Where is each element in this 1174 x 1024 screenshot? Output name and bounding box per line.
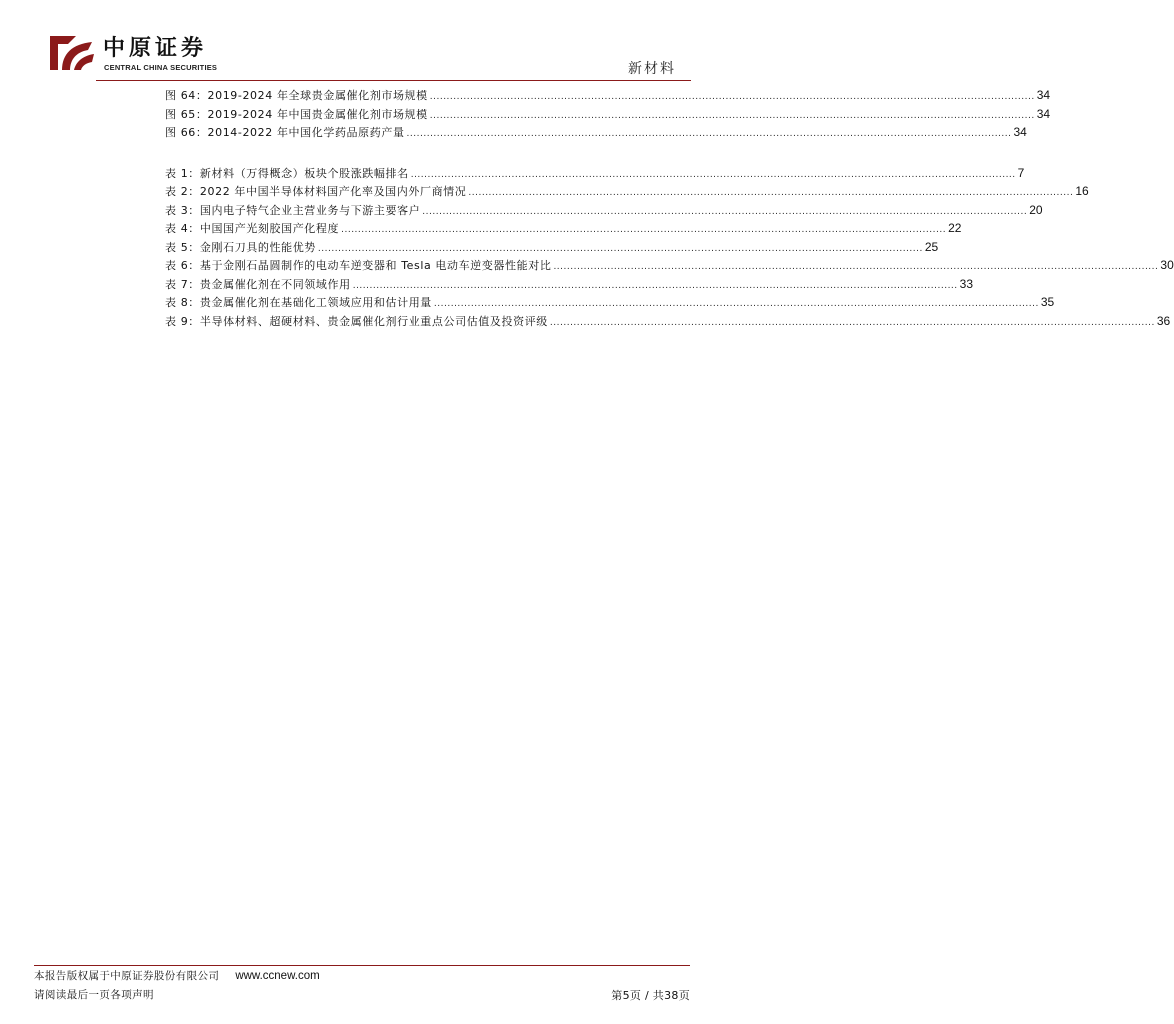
header-divider — [96, 80, 691, 81]
footer-copyright-line — [34, 968, 320, 983]
toc-entry-page: 25 — [924, 239, 939, 254]
toc-entry-page: 34 — [1013, 125, 1027, 139]
toc-leader-dots: .................................................................................................................................................................................... — [429, 92, 1035, 102]
toc-figure-entry[interactable] — [165, 105, 1051, 124]
toc-table-entry[interactable] — [165, 312, 1171, 331]
toc-entry-label: 表 6：基于金刚石晶圆制作的电动车逆变器和 Tesla 电动车逆变器性能对比 — [165, 259, 552, 272]
toc-entry-page: 34 — [1036, 106, 1051, 121]
footer-page-number: 第5页 / 共38页 — [611, 989, 690, 1002]
toc-table-entry[interactable] — [165, 164, 1025, 183]
report-category: 新材料 — [628, 61, 676, 77]
toc-table-entry[interactable] — [165, 219, 962, 238]
logo-english-name: CENTRAL CHINA SECURITIES — [104, 63, 218, 72]
toc-entry-label: 表 8：贵金属催化剂在基础化工领域应用和估计用量 — [165, 296, 432, 309]
toc-entry-label: 表 9：半导体材料、超硬材料、贵金属催化剂行业重点公司估值及投资评级 — [165, 314, 548, 328]
toc-leader-dots: .................................................................................................................................................................................... — [352, 280, 958, 291]
toc-entry-page: 16 — [1075, 184, 1089, 198]
toc-entry-label: 表 2：2022 年中国半导体材料国产化率及国内外厂商情况 — [165, 185, 467, 198]
toc-leader-dots: .................................................................................................................................................................................... — [422, 206, 1028, 217]
toc-entry-page: 30 — [1160, 258, 1174, 272]
footer-website-link[interactable]: www.ccnew.com — [235, 970, 320, 982]
footer-disclaimer: 请阅读最后一页各项声明 — [34, 989, 154, 1001]
toc-table-entry[interactable] — [165, 182, 1089, 201]
toc-entry-label: 表 7：贵金属催化剂在不同领域作用 — [165, 277, 351, 291]
toc-section-gap — [165, 142, 689, 164]
toc-entry-page: 22 — [948, 221, 962, 235]
toc-entry-label: 图 66：2014-2022 年中国化学药品原药产量 — [165, 126, 405, 139]
toc-leader-dots: .................................................................................................................................................................................... — [549, 317, 1155, 328]
company-logo-icon — [48, 32, 96, 72]
toc-leader-dots: .................................................................................................................................................................................... — [553, 262, 1159, 272]
footer-divider — [34, 965, 690, 966]
toc-entry-page: 20 — [1029, 202, 1043, 217]
logo-chinese-name: 中原证券 — [103, 35, 208, 61]
toc-entry-label: 图 64：2019-2024 年全球贵金属催化剂市场规模 — [165, 89, 428, 102]
toc-entry-page: 36 — [1156, 313, 1171, 328]
toc-figure-entry[interactable] — [165, 123, 1027, 142]
footer-copyright: 本报告版权属于中原证券股份有限公司 — [34, 970, 220, 982]
toc-entry-label: 表 4：中国国产光刻胶国产化程度 — [165, 222, 340, 235]
toc-leader-dots: .................................................................................................................................................................................... — [341, 225, 947, 235]
toc-figure-entry[interactable] — [165, 86, 1051, 105]
toc-entry-label: 表 5：金刚石刀具的性能优势 — [165, 240, 316, 254]
toc-entry-page: 35 — [1040, 295, 1055, 309]
toc-table-entry[interactable] — [165, 293, 1055, 312]
toc-leader-dots: .................................................................................................................................................................................... — [468, 188, 1074, 198]
toc-entry-label: 表 3：国内电子特气企业主营业务与下游主要客户 — [165, 203, 421, 217]
toc-entry-page: 7 — [1017, 165, 1025, 180]
toc-leader-dots: .................................................................................................................................................................................... — [406, 129, 1012, 139]
toc-entry-page: 33 — [959, 276, 974, 291]
toc-entry-label: 表 1：新材料（万得概念）板块个股涨跌幅排名 — [165, 166, 409, 180]
toc-leader-dots: .................................................................................................................................................................................... — [410, 169, 1016, 180]
toc-table-entry[interactable] — [165, 275, 974, 294]
toc-leader-dots: .................................................................................................................................................................................... — [429, 110, 1035, 121]
toc-table-entry[interactable] — [165, 201, 1043, 220]
toc-entry-page: 34 — [1036, 88, 1051, 102]
toc-leader-dots: .................................................................................................................................................................................... — [317, 243, 923, 254]
toc-table-entry[interactable] — [165, 238, 939, 257]
toc-leader-dots: .................................................................................................................................................................................... — [433, 299, 1039, 309]
toc-list — [165, 86, 1174, 330]
toc-entry-label: 图 65：2019-2024 年中国贵金属催化剂市场规模 — [165, 107, 428, 121]
toc-table-entry[interactable] — [165, 256, 1174, 275]
